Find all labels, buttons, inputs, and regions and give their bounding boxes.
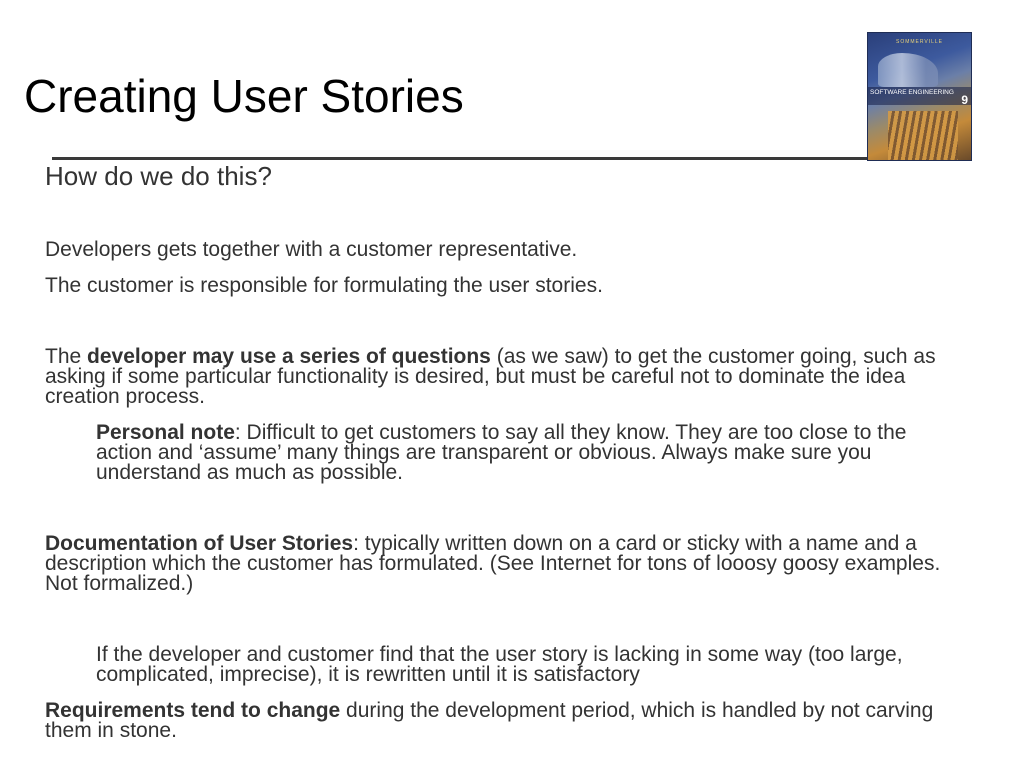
emphasis-documentation: Documentation of User Stories xyxy=(45,532,354,555)
emphasis-questions: developer may use a series of questions xyxy=(87,345,491,368)
paragraph-developers: Developers gets together with a customer representative. xyxy=(45,238,578,261)
cover-author: SOMMERVILLE xyxy=(895,39,944,45)
paragraph-documentation xyxy=(45,534,945,594)
title-divider xyxy=(52,157,868,160)
emphasis-requirements: Requirements tend to change xyxy=(45,699,341,722)
text-run: : typically written down on a card or sticky with a name and a description which the customer has formulated. (See Internet for tons of looosy goosy examples. Not formalized.) xyxy=(45,532,941,595)
question-heading: How do we do this? xyxy=(45,161,272,191)
book-cover-image xyxy=(867,32,972,161)
cover-title: SOFTWARE ENGINEERING xyxy=(870,89,954,96)
paragraph-customer: The customer is responsible for formulating the user stories. xyxy=(45,274,603,297)
text-run: during the development period, which is handled by not carving them in stone. xyxy=(45,699,934,742)
paragraph-requirements xyxy=(45,701,945,741)
text-run: (as we saw) to get the customer going, such as asking if some particular functionality is desired, but must be careful not to dominate the idea creation process. xyxy=(45,345,936,408)
paragraph-personal-note xyxy=(96,423,946,483)
emphasis-personal-note: Personal note xyxy=(96,421,235,444)
slide-title: Creating User Stories xyxy=(24,70,464,122)
text-run: The xyxy=(45,345,88,368)
text-run: : Difficult to get customers to say all they know. They are too close to the action and ‘assume’ many things are transparent or obvious. Always make sure you understand as much as possible. xyxy=(96,421,907,484)
cover-structure-shape xyxy=(888,111,958,161)
cover-edition: 9 xyxy=(961,93,968,107)
paragraph-questions xyxy=(45,347,945,407)
paragraph-rewrite: If the developer and customer find that the user story is lacking in some way (too large, complicated, imprecise), it is rewritten until it is satisfactory xyxy=(96,643,903,686)
cover-building-shape xyxy=(878,53,938,87)
